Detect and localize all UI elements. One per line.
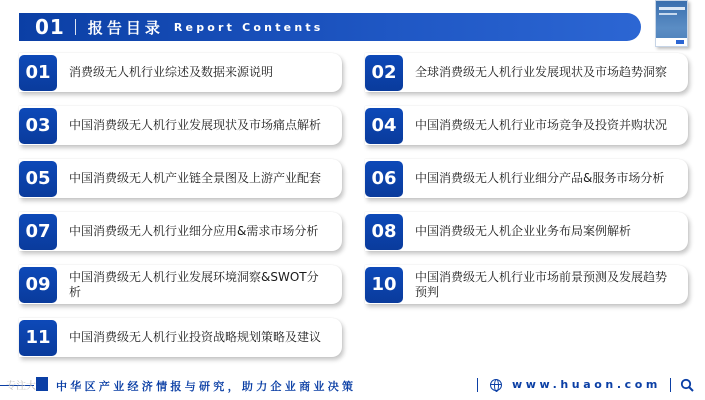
toc-item-05[interactable] [19, 159, 342, 198]
item-number-badge: 04 [365, 108, 403, 144]
item-label: 全球消费级无人机行业发展现状及市场趋势洞察 [415, 65, 668, 79]
item-label: 消费级无人机行业综述及数据来源说明 [69, 65, 274, 79]
item-number-badge: 09 [19, 267, 57, 303]
website-link[interactable]: www.huaon.com [512, 378, 661, 391]
toc-item-04[interactable] [365, 106, 688, 145]
footer-slogan: 中华区产业经济情报与研究，助力企业商业决策 [56, 380, 357, 393]
footer [0, 375, 705, 395]
item-number-badge: 10 [365, 267, 403, 303]
item-number-badge: 07 [19, 214, 57, 250]
item-number-badge: 01 [19, 55, 57, 91]
report-cover-icon [655, 0, 688, 47]
toc-item-08[interactable] [365, 212, 688, 251]
toc-item-06[interactable] [365, 159, 688, 198]
toc-item-09[interactable] [19, 265, 342, 304]
page-title: 报告目录 [87, 18, 164, 37]
item-number-badge: 03 [19, 108, 57, 144]
item-label: 中国消费级无人机行业发展现状及市场痛点解析 [69, 118, 322, 132]
header-divider [75, 19, 76, 35]
toc-item-01[interactable] [19, 53, 342, 92]
item-number-badge: 05 [19, 161, 57, 197]
toc-item-10[interactable] [365, 265, 688, 304]
globe-icon [490, 379, 502, 391]
search-icon[interactable] [680, 378, 694, 392]
item-label: 中国消费级无人机产业链全景图及上游产业配套 [69, 171, 322, 185]
item-number-badge: 11 [19, 320, 57, 356]
item-label: 中国消费级无人机行业市场竞争及投资并购状况 [415, 118, 668, 132]
section-number: 01 [35, 15, 65, 39]
footer-divider [670, 378, 671, 392]
item-label: 中国消费级无人机行业细分产品&服务市场分析 [415, 171, 665, 185]
item-label: 中国消费级无人机行业细分应用&需求市场分析 [69, 224, 319, 238]
toc-item-07[interactable] [19, 212, 342, 251]
toc-item-03[interactable] [19, 106, 342, 145]
item-label: 中国消费级无人机行业投资战略规划策略及建议 [69, 330, 322, 344]
footer-divider [477, 378, 478, 392]
header-bar [19, 13, 641, 41]
watermark: 专注大 [6, 381, 36, 392]
item-label: 中国消费级无人机行业发展环境洞察&SWOT分析 [69, 269, 319, 299]
toc-item-11[interactable] [19, 318, 342, 357]
item-label: 中国消费级无人机企业业务布局案例解析 [415, 224, 632, 238]
item-number-badge: 08 [365, 214, 403, 250]
item-number-badge: 02 [365, 55, 403, 91]
toc-item-02[interactable] [365, 53, 688, 92]
brand-mark-icon [36, 377, 48, 391]
item-label: 中国消费级无人机行业市场前景预测及发展趋势预判 [415, 269, 668, 299]
page-subtitle: Report Contents [173, 20, 324, 34]
item-number-badge: 06 [365, 161, 403, 197]
